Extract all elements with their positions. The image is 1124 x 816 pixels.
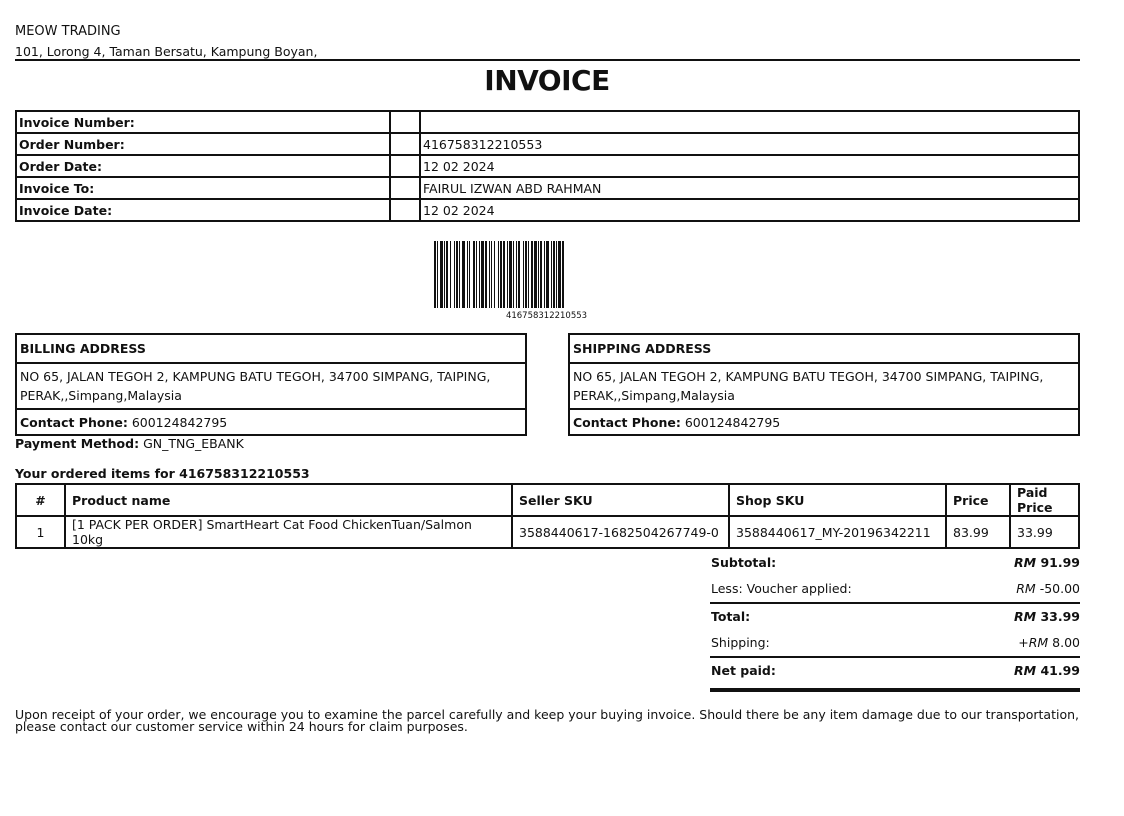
barcode-bar	[509, 241, 512, 308]
summary-voucher	[710, 576, 1080, 602]
billing-address-text: NO 65, JALAN TEGOH 2, KAMPUNG BATU TEGOH, 34700 SIMPANG, TAIPING, PERAK,,Simpang,Malaysia	[16, 363, 526, 409]
summary-total	[710, 604, 1080, 630]
info-value	[420, 111, 1079, 133]
item-price: 83.99	[946, 516, 1010, 548]
table-row	[16, 516, 1079, 548]
voucher-label: Less: Voucher applied:	[711, 581, 852, 596]
currency-symbol: RM	[1028, 635, 1049, 650]
currency-symbol: RM	[1014, 663, 1037, 678]
payment-method-value: GN_TNG_EBANK	[143, 436, 244, 451]
shipping-phone-cell	[569, 409, 1079, 435]
col-header-paid-price: Paid Price	[1010, 484, 1079, 516]
barcode-bar	[516, 241, 517, 308]
barcode-bar	[450, 241, 451, 308]
barcode-bar	[489, 241, 490, 308]
info-value: 12 02 2024	[420, 155, 1079, 177]
currency-symbol: RM	[1014, 609, 1037, 624]
items-table	[15, 483, 1080, 549]
total-value: 33.99	[1040, 609, 1080, 624]
item-paid-price: 33.99	[1010, 516, 1079, 548]
net-paid-label: Net paid:	[711, 663, 776, 678]
barcode-bar	[459, 241, 460, 308]
barcode-bar	[437, 241, 438, 308]
footer-note: Upon receipt of your order, we encourage you to examine the parcel carefully and keep your buying invoice. Should there be any item damage due to our transportation, please contact our customer service within 24 hours for claim purposes.	[15, 707, 1079, 734]
barcode-bar	[553, 241, 555, 308]
item-index: 1	[16, 516, 65, 548]
barcode-number: 416758312210553	[505, 311, 588, 321]
barcode-bar	[500, 241, 502, 308]
currency-symbol: RM	[1016, 581, 1036, 596]
info-label: Invoice Number:	[16, 111, 390, 133]
summary-shipping	[710, 630, 1080, 656]
barcode-bar	[473, 241, 475, 308]
shipping-heading: SHIPPING ADDRESS	[569, 334, 1079, 363]
summary-subtotal	[710, 550, 1080, 576]
col-header-shop-sku: Shop SKU	[729, 484, 946, 516]
info-value: 12 02 2024	[420, 199, 1079, 221]
barcode-bar	[476, 241, 477, 308]
barcode-bar	[454, 241, 455, 308]
barcode-bar	[498, 241, 499, 308]
summary-net-paid	[710, 658, 1080, 684]
info-row-invoice-to	[16, 177, 1079, 199]
col-header-seller-sku: Seller SKU	[512, 484, 729, 516]
barcode-bar	[446, 241, 448, 308]
summary-bottom-rule	[710, 688, 1080, 692]
subtotal-label: Subtotal:	[711, 555, 777, 570]
shipping-label: Shipping:	[711, 635, 770, 650]
shipping-address-box	[568, 333, 1080, 436]
barcode-bar	[469, 241, 470, 308]
barcode-bar	[479, 241, 480, 308]
barcode-bar	[538, 241, 539, 308]
barcode-bar	[503, 241, 505, 308]
barcode-bar	[518, 241, 520, 308]
barcode-bar	[546, 241, 549, 308]
barcode-bar	[540, 241, 542, 308]
header-divider	[15, 59, 1080, 61]
barcode-bar	[556, 241, 557, 308]
info-value: FAIRUL IZWAN ABD RAHMAN	[420, 177, 1079, 199]
barcode-bar	[544, 241, 545, 308]
shipping-phone: 600124842795	[684, 414, 781, 430]
currency-symbol: RM	[1014, 555, 1037, 570]
item-product-name: [1 PACK PER ORDER] SmartHeart Cat Food ChickenTuan/Salmon 10kg	[65, 516, 512, 548]
items-header-row	[16, 484, 1079, 516]
voucher-value: -50.00	[1039, 581, 1080, 596]
shipping-value: 8.00	[1052, 635, 1080, 650]
barcode-bar	[523, 241, 524, 308]
info-row-order-date	[16, 155, 1079, 177]
billing-address-box	[15, 333, 527, 436]
seller-name: MEOW TRADING	[15, 24, 121, 39]
invoice-info-table	[15, 110, 1080, 222]
shipping-prefix: +	[1018, 635, 1029, 650]
barcode-bar	[531, 241, 533, 308]
barcode-bar	[551, 241, 552, 308]
barcode-bar	[562, 241, 564, 308]
barcode-bar	[491, 241, 492, 308]
payment-method-label: Payment Method:	[15, 436, 140, 451]
billing-phone-cell	[16, 409, 526, 435]
info-row-invoice-number	[16, 111, 1079, 133]
barcode-bar	[525, 241, 527, 308]
col-header-index: #	[16, 484, 65, 516]
barcode-bar	[434, 241, 436, 308]
billing-phone-label: Contact Phone:	[20, 414, 128, 430]
info-label: Order Number:	[16, 133, 390, 155]
invoice-title: INVOICE	[484, 64, 610, 97]
info-row-invoice-date	[16, 199, 1079, 221]
payment-method	[15, 436, 244, 451]
info-label: Order Date:	[16, 155, 390, 177]
payment-summary	[710, 550, 1080, 692]
item-seller-sku: 3588440617-1682504267749-0	[512, 516, 729, 548]
barcode-bar	[513, 241, 514, 308]
barcode-bar	[534, 241, 537, 308]
barcode-bar	[507, 241, 508, 308]
info-value: 416758312210553	[420, 133, 1079, 155]
shipping-address-text: NO 65, JALAN TEGOH 2, KAMPUNG BATU TEGOH, 34700 SIMPANG, TAIPING, PERAK,,Simpang,Malaysia	[569, 363, 1079, 409]
billing-heading: BILLING ADDRESS	[16, 334, 526, 363]
seller-address: 101, Lorong 4, Taman Bersatu, Kampung Boyan,	[15, 44, 318, 59]
barcode-bar	[440, 241, 443, 308]
barcode-bar	[467, 241, 468, 308]
barcode-bar	[558, 241, 561, 308]
net-paid-value: 41.99	[1040, 663, 1080, 678]
barcode-bar	[462, 241, 465, 308]
barcode-bar	[485, 241, 487, 308]
total-label: Total:	[711, 609, 751, 624]
info-label: Invoice To:	[16, 177, 390, 199]
item-shop-sku: 3588440617_MY-20196342211	[729, 516, 946, 548]
barcode-bar	[481, 241, 484, 308]
col-header-product: Product name	[65, 484, 512, 516]
barcode-bar	[444, 241, 445, 308]
col-header-price: Price	[946, 484, 1010, 516]
subtotal-value: 91.99	[1040, 555, 1080, 570]
ordered-items-title: Your ordered items for 416758312210553	[15, 466, 310, 481]
barcode-bar	[494, 241, 495, 308]
shipping-phone-label: Contact Phone:	[573, 414, 681, 430]
info-row-order-number	[16, 133, 1079, 155]
billing-phone: 600124842795	[131, 414, 228, 430]
barcode-bar	[456, 241, 458, 308]
info-label: Invoice Date:	[16, 199, 390, 221]
order-barcode	[434, 241, 659, 308]
barcode-bar	[528, 241, 529, 308]
